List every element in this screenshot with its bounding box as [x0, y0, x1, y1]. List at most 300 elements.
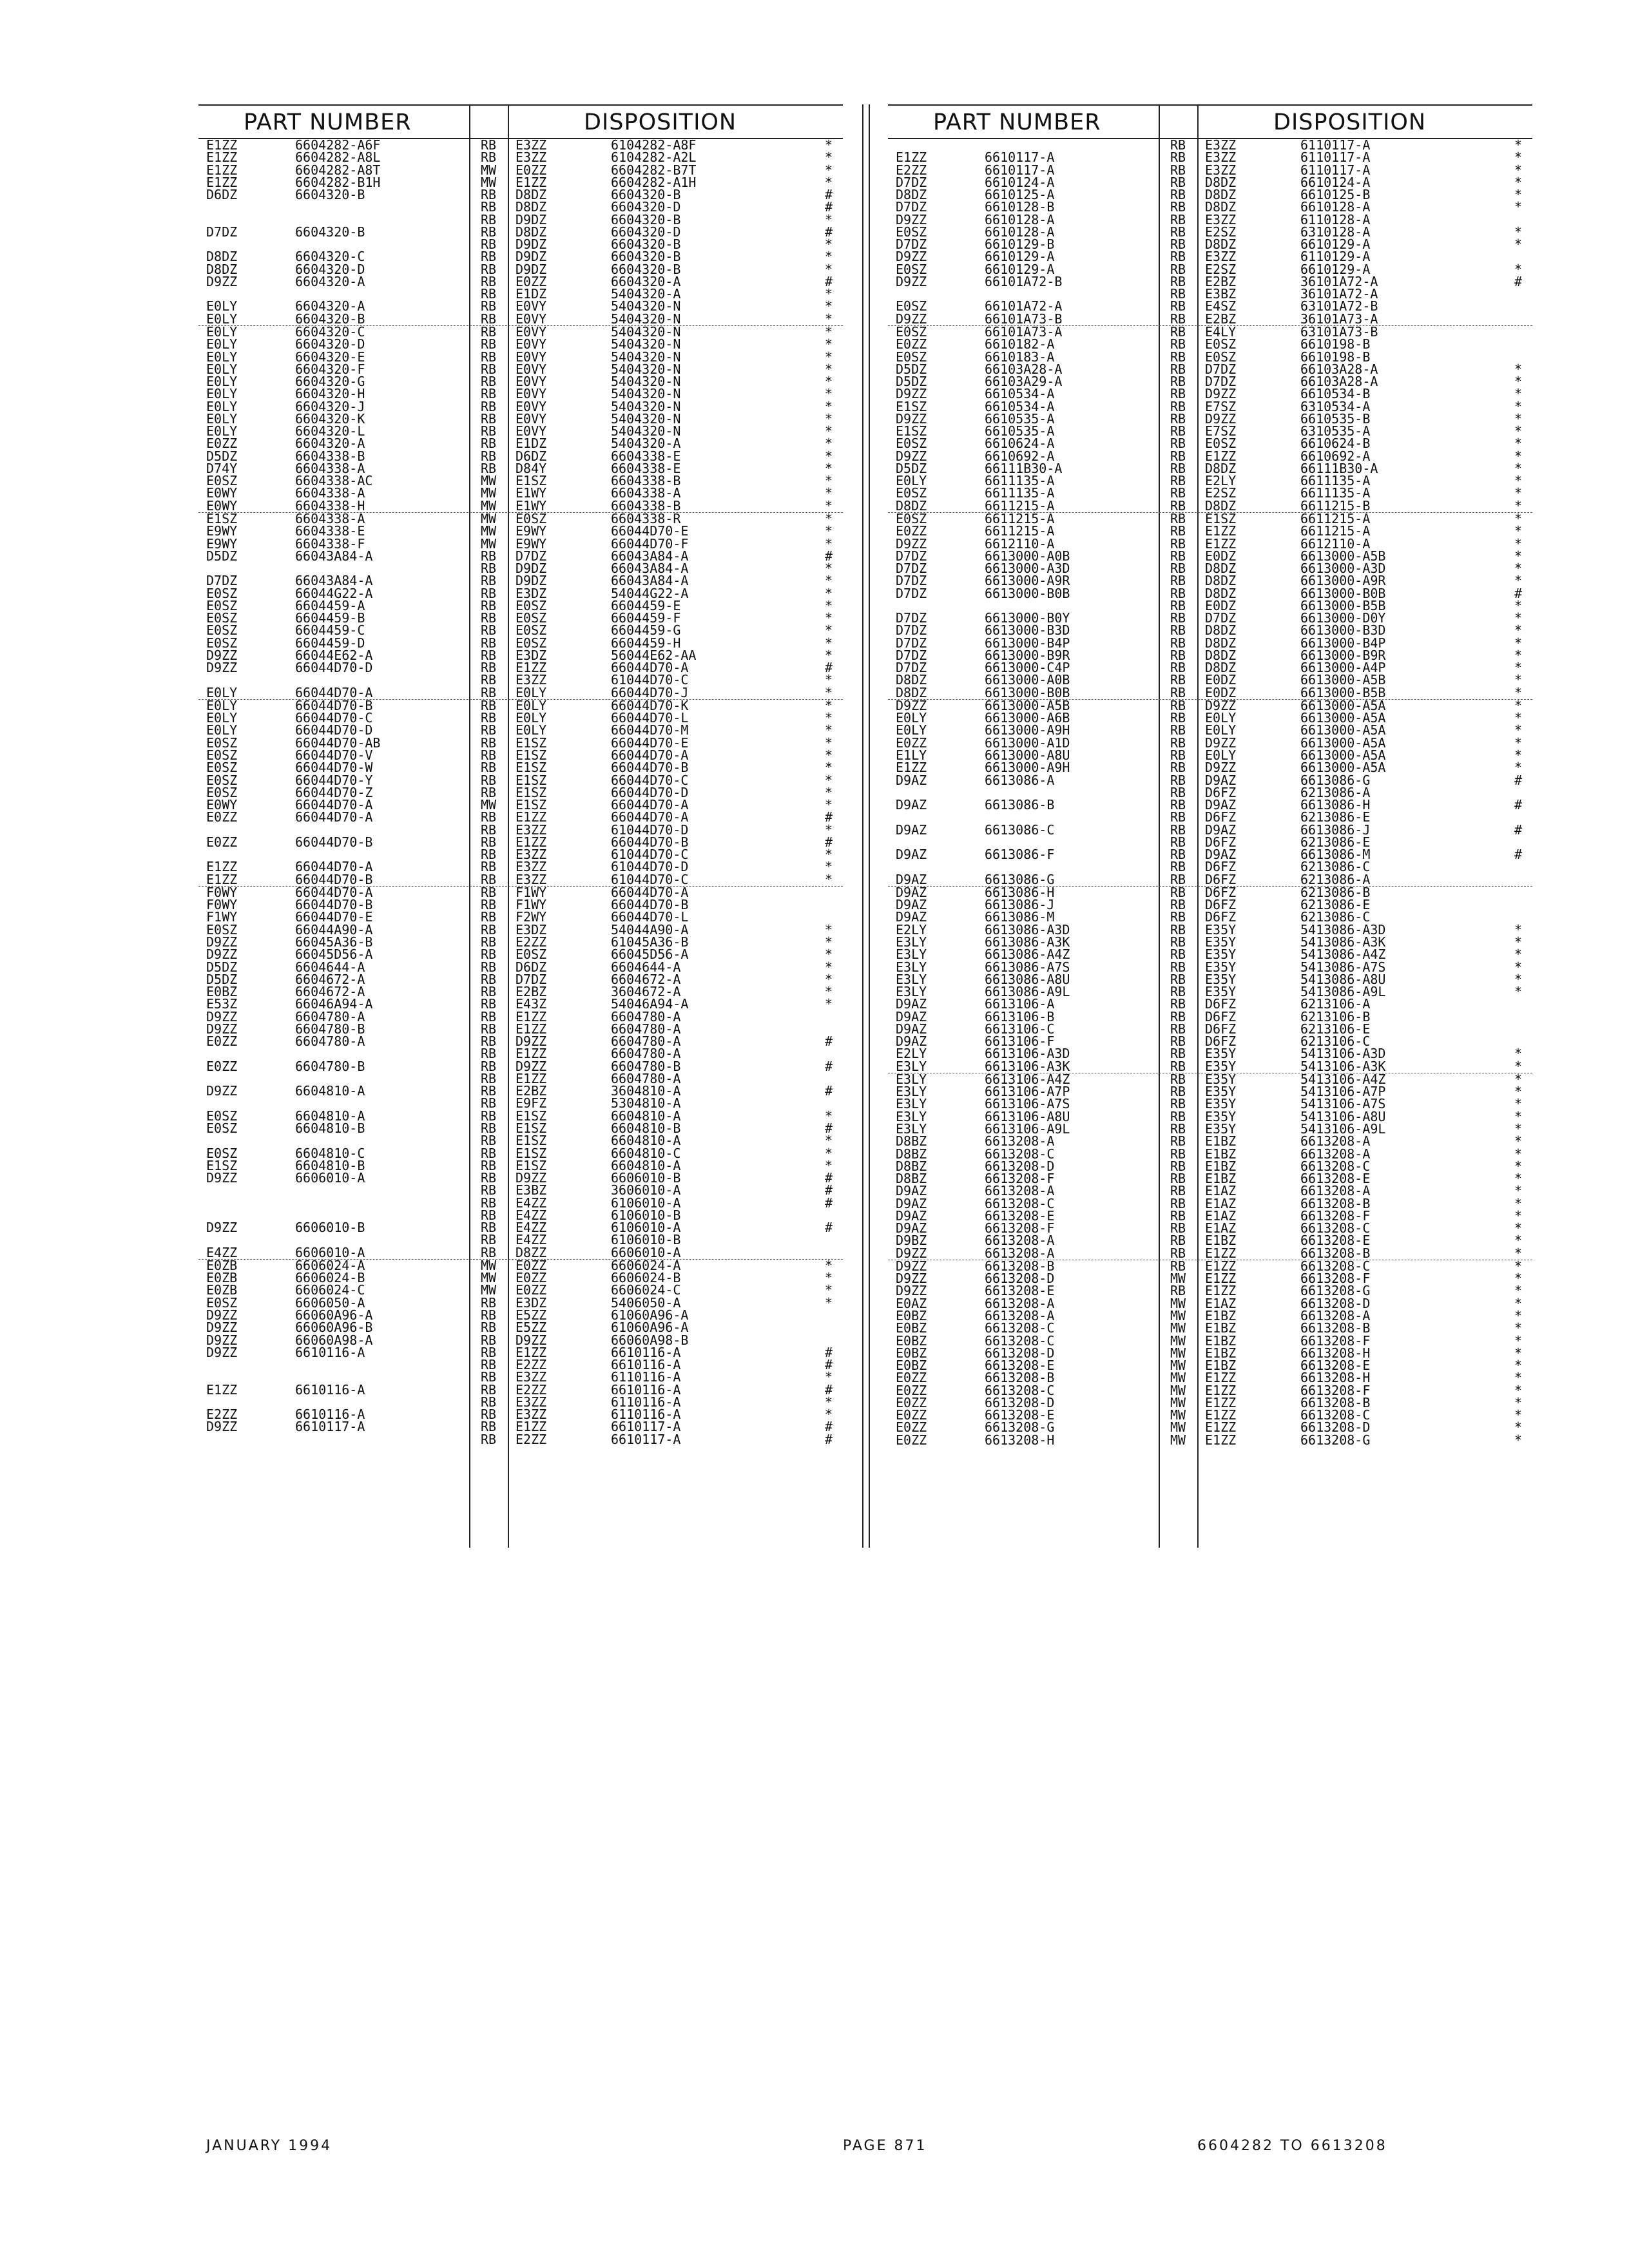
part-number: 6604320-D — [295, 261, 365, 277]
new-part-number: 6611135-A — [1300, 473, 1371, 489]
prefix-code: E0SZ — [206, 735, 238, 751]
disposition-code: RB — [481, 573, 497, 589]
status-mark: * — [825, 996, 833, 1012]
disposition-code: MW — [481, 174, 497, 190]
new-prefix-code: E0VY — [516, 374, 547, 390]
prefix-code: E0LY — [206, 336, 238, 352]
new-part-number: 6613000-B3D — [1300, 622, 1386, 639]
disposition-code: RB — [481, 1157, 497, 1173]
prefix-code: E0ZZ — [896, 1370, 927, 1386]
table-row — [198, 1431, 843, 1447]
status-mark: * — [825, 249, 833, 265]
new-prefix-code: E1BZ — [1205, 1320, 1237, 1336]
prefix-code: E0ZZ — [896, 735, 927, 751]
new-part-number: 6613208-A — [1300, 1146, 1371, 1162]
disposition-code: RB — [481, 1357, 497, 1373]
part-number: 6604320-J — [295, 398, 365, 414]
status-mark: * — [825, 1282, 833, 1298]
part-number: 6613208-G — [985, 1419, 1055, 1436]
prefix-code: D9ZZ — [896, 249, 927, 265]
prefix-code: D7DZ — [896, 647, 927, 663]
new-prefix-code: D8DZ — [1205, 585, 1237, 601]
new-part-number: 36101A73-A — [1300, 311, 1378, 327]
prefix-code: D9ZZ — [206, 1307, 238, 1323]
part-number: 66043A84-A — [295, 573, 373, 589]
status-mark: * — [1514, 1071, 1523, 1087]
disposition-code: RB — [1170, 448, 1186, 464]
new-prefix-code: E3ZZ — [1205, 137, 1237, 153]
new-prefix-code: E9WY — [516, 523, 547, 539]
prefix-code: D8DZ — [896, 497, 927, 514]
status-mark: * — [825, 847, 833, 863]
new-prefix-code: D8DZ — [516, 187, 547, 203]
status-mark: * — [825, 647, 833, 663]
new-prefix-code: E3BZ — [1205, 286, 1237, 302]
part-number: 6604282-A6F — [295, 137, 381, 153]
new-prefix-code: E1SZ — [516, 1108, 547, 1124]
part-number: 6613208-A — [985, 1307, 1055, 1323]
new-prefix-code: D9ZZ — [516, 1058, 547, 1074]
new-part-number: 6604672-A — [611, 971, 681, 987]
prefix-code: E1SZ — [896, 423, 927, 439]
part-number: 6604282-A8T — [295, 162, 381, 178]
prefix-code: D9BZ — [896, 1233, 927, 1249]
part-number: 6604338-B — [295, 448, 365, 464]
part-number: 66044D70-A — [295, 884, 373, 900]
new-part-number: 6106010-A — [611, 1220, 681, 1236]
disposition-code: RB — [481, 1294, 497, 1311]
disposition-code: RB — [1170, 573, 1186, 589]
new-part-number: 5404320-N — [611, 349, 681, 365]
disposition-code: MW — [1170, 1345, 1186, 1361]
disposition-code: RB — [481, 622, 497, 639]
new-prefix-code: E3ZZ — [516, 149, 547, 166]
new-part-number: 6604320-A — [611, 273, 681, 289]
disposition-code: RB — [481, 1145, 497, 1161]
disposition-code: RB — [1170, 561, 1186, 577]
disposition-code: RB — [481, 1108, 497, 1124]
prefix-code: F0WY — [206, 897, 238, 913]
disposition-code: RB — [1170, 349, 1186, 365]
new-part-number: 6110117-A — [1300, 162, 1371, 178]
prefix-code: E2LY — [896, 921, 927, 937]
status-mark: * — [825, 236, 833, 253]
new-part-number: 6611215-A — [1300, 523, 1371, 539]
status-mark: * — [1514, 1245, 1523, 1261]
disposition-code: RB — [1170, 1146, 1186, 1162]
new-prefix-code: E3BZ — [516, 1182, 547, 1198]
new-part-number: 6604320-B — [611, 211, 681, 227]
disposition-code: RB — [1170, 410, 1186, 427]
status-mark: * — [1514, 1307, 1523, 1323]
header-disposition: DISPOSITION — [584, 110, 737, 135]
part-number: 6610534-A — [985, 398, 1055, 414]
part-number: 6604320-A — [295, 298, 365, 314]
prefix-code: E1LY — [896, 747, 927, 764]
disposition-code: RB — [1170, 1220, 1186, 1236]
disposition-code: RB — [1170, 884, 1186, 900]
status-mark: * — [1514, 672, 1523, 688]
disposition-code: RB — [1170, 710, 1186, 726]
new-part-number: 6613000-B9R — [1300, 647, 1386, 663]
part-number: 66044D70-A — [295, 859, 373, 875]
new-prefix-code: E1ZZ — [1205, 1258, 1237, 1274]
disposition-code: RB — [481, 236, 497, 253]
prefix-code: D7DZ — [896, 585, 927, 601]
disposition-code: RB — [1170, 1058, 1186, 1074]
part-number: 6613086-H — [985, 884, 1055, 900]
part-number: 6613000-A0B — [985, 548, 1070, 564]
part-number: 6606010-A — [295, 1244, 365, 1260]
part-number: 66060A98-A — [295, 1332, 373, 1348]
status-mark: * — [1514, 448, 1523, 464]
new-prefix-code: E2ZZ — [516, 934, 547, 950]
new-part-number: 6613208-H — [1300, 1345, 1371, 1361]
disposition-code: RB — [481, 710, 497, 726]
disposition-code: RB — [481, 921, 497, 937]
new-prefix-code: E0DZ — [1205, 684, 1237, 700]
new-part-number: 63101A73-B — [1300, 323, 1378, 340]
new-prefix-code: E1AZ — [1205, 1195, 1237, 1211]
new-prefix-code: D8DZ — [1205, 647, 1237, 663]
prefix-code: D9AZ — [896, 797, 927, 813]
disposition-code: MW — [1170, 1271, 1186, 1287]
disposition-code: RB — [481, 660, 497, 676]
prefix-code: E3LY — [896, 1084, 927, 1100]
new-prefix-code: E2SZ — [1205, 485, 1237, 501]
disposition-code: RB — [1170, 1207, 1186, 1224]
prefix-code: E0ZZ — [206, 834, 238, 850]
disposition-code: RB — [481, 298, 497, 314]
new-part-number: 6613208-A — [1300, 1133, 1371, 1149]
new-prefix-code: E1WY — [516, 497, 547, 514]
disposition-code: RB — [481, 548, 497, 564]
part-number: 6604320-G — [295, 374, 365, 390]
new-prefix-code: E3DZ — [516, 1294, 547, 1311]
disposition-code: RB — [1170, 610, 1186, 626]
status-mark: # — [825, 224, 833, 240]
new-prefix-code: E1ZZ — [1205, 1283, 1237, 1299]
part-number: 6604644-A — [295, 959, 365, 975]
status-mark: * — [825, 174, 833, 190]
new-part-number: 3604810-A — [611, 1083, 681, 1099]
new-prefix-code: D9ZZ — [1205, 386, 1237, 402]
prefix-code: D8BZ — [896, 1158, 927, 1174]
status-mark: * — [1514, 1046, 1523, 1062]
disposition-code: RB — [481, 1232, 497, 1248]
new-prefix-code: E0SZ — [1205, 336, 1237, 352]
new-prefix-code: D8DZ — [1205, 573, 1237, 589]
new-prefix-code: E1SZ — [516, 1133, 547, 1149]
prefix-code: E0LY — [896, 722, 927, 738]
disposition-code: RB — [481, 647, 497, 663]
new-prefix-code: E1ZZ — [516, 1008, 547, 1024]
part-number: 66044G22-A — [295, 585, 373, 601]
new-part-number: 6613208-D — [1300, 1295, 1371, 1311]
new-prefix-code: D9DZ — [516, 261, 547, 277]
new-part-number: 6604780-A — [611, 1021, 681, 1037]
disposition-code: RB — [1170, 784, 1186, 800]
prefix-code: D9ZZ — [206, 1008, 238, 1024]
new-part-number: 54044A90-A — [611, 921, 689, 937]
disposition-code: RB — [481, 1120, 497, 1136]
prefix-code: D9AZ — [896, 1033, 927, 1050]
header-disposition: DISPOSITION — [1273, 110, 1427, 135]
prefix-code: D9AZ — [896, 1195, 927, 1211]
prefix-code: D7DZ — [896, 199, 927, 215]
prefix-code: D5DZ — [896, 374, 927, 390]
part-number: 6613208-E — [985, 1207, 1055, 1224]
prefix-code: E1SZ — [206, 1157, 238, 1173]
part-number: 6613000-A9H — [985, 722, 1070, 738]
part-number: 66044D70-C — [295, 710, 373, 726]
new-part-number: 5413086-A3K — [1300, 934, 1386, 950]
disposition-code: MW — [481, 510, 497, 526]
disposition-code: RB — [1170, 386, 1186, 402]
new-prefix-code: E0ZZ — [516, 1257, 547, 1273]
disposition-code: RB — [481, 784, 497, 800]
status-mark: * — [1514, 1084, 1523, 1100]
new-part-number: 6613208-D — [1300, 1419, 1371, 1436]
part-number: 6613086-A9L — [985, 984, 1070, 1000]
part-number: 6604320-D — [295, 336, 365, 352]
disposition-code: RB — [481, 361, 497, 377]
new-part-number: 6110116-A — [611, 1369, 681, 1385]
new-part-number: 6610124-A — [1300, 174, 1371, 190]
status-mark: * — [1514, 1358, 1523, 1374]
new-part-number: 6310534-A — [1300, 398, 1371, 414]
status-mark: * — [1514, 722, 1523, 738]
prefix-code: D9ZZ — [206, 1419, 238, 1435]
prefix-code: E0LY — [206, 361, 238, 377]
part-number: 6613106-B — [985, 1008, 1055, 1024]
prefix-code: E0LY — [206, 710, 238, 726]
part-number: 6613000-B0B — [985, 684, 1070, 700]
new-part-number: 66111B30-A — [1300, 460, 1378, 476]
part-number: 6613000-A1D — [985, 735, 1070, 751]
new-part-number: 5413106-A3K — [1300, 1058, 1386, 1074]
part-number: 6606050-A — [295, 1294, 365, 1311]
part-number: 6610129-A — [985, 261, 1055, 277]
status-mark: * — [825, 784, 833, 800]
disposition-code: RB — [1170, 174, 1186, 190]
new-prefix-code: E0LY — [1205, 747, 1237, 764]
new-part-number: 6606024-A — [611, 1257, 681, 1273]
new-prefix-code: E0VY — [516, 423, 547, 439]
status-mark: * — [825, 971, 833, 987]
prefix-code: E0BZ — [206, 984, 238, 1000]
disposition-code: RB — [1170, 497, 1186, 514]
disposition-code: RB — [1170, 286, 1186, 302]
status-mark: * — [1514, 610, 1523, 626]
new-part-number: 6604320-B — [611, 261, 681, 277]
new-part-number: 6604338-R — [611, 510, 681, 526]
new-prefix-code: E0ZZ — [516, 1282, 547, 1298]
column-divider — [869, 104, 870, 1548]
part-number: 6604780-A — [295, 1033, 365, 1050]
disposition-code: RB — [481, 1307, 497, 1323]
prefix-code: E0SZ — [206, 921, 238, 937]
new-part-number: 36101A72-A — [1300, 273, 1378, 289]
disposition-code: MW — [1170, 1320, 1186, 1336]
part-number: 6604338-H — [295, 497, 365, 514]
new-prefix-code: E0SZ — [1205, 349, 1237, 365]
new-part-number: 6604459-G — [611, 622, 681, 639]
disposition-code: RB — [1170, 361, 1186, 377]
part-number: 6613000-A3D — [985, 561, 1070, 577]
part-number: 6613000-A5B — [985, 697, 1070, 713]
new-part-number: 5404320-A — [611, 286, 681, 302]
status-mark: * — [1514, 548, 1523, 564]
new-prefix-code: E3ZZ — [516, 1407, 547, 1423]
part-number: 6613086-A3D — [985, 921, 1070, 937]
status-mark: * — [1514, 1183, 1523, 1199]
part-number: 6613000-B3D — [985, 622, 1070, 639]
prefix-code: D9ZZ — [206, 1332, 238, 1348]
disposition-code: RB — [1170, 162, 1186, 178]
disposition-code: MW — [1170, 1394, 1186, 1410]
new-prefix-code: E0VY — [516, 336, 547, 352]
new-part-number: 6613208-F — [1300, 1271, 1371, 1287]
prefix-code: E9WY — [206, 523, 238, 539]
status-mark: * — [825, 410, 833, 427]
disposition-code: MW — [1170, 1295, 1186, 1311]
prefix-code: D7DZ — [896, 635, 927, 651]
new-prefix-code: E1SZ — [516, 797, 547, 813]
prefix-code: D7DZ — [206, 573, 238, 589]
disposition-code: RB — [1170, 1021, 1186, 1037]
prefix-code: E0SZ — [206, 1120, 238, 1136]
disposition-code: MW — [481, 1270, 497, 1286]
prefix-code: D8BZ — [896, 1146, 927, 1162]
new-prefix-code: E35Y — [1205, 971, 1237, 987]
part-number: 6613208-D — [985, 1271, 1055, 1287]
status-mark: * — [1514, 1407, 1523, 1423]
prefix-code: D9ZZ — [206, 1220, 238, 1236]
status-mark: * — [825, 286, 833, 302]
rows-right — [888, 139, 1532, 1446]
status-mark: * — [825, 473, 833, 489]
new-prefix-code: E2SZ — [1205, 224, 1237, 240]
prefix-code: D9ZZ — [896, 211, 927, 227]
part-number: 66045A36-B — [295, 934, 373, 950]
new-part-number: 66044D70-A — [611, 747, 689, 764]
disposition-code: RB — [481, 760, 497, 776]
new-prefix-code: D9ZZ — [516, 1332, 547, 1348]
part-number: 66044D70-D — [295, 722, 373, 738]
status-mark: * — [1514, 760, 1523, 776]
new-part-number: 6604780-B — [611, 1058, 681, 1074]
disposition-code: RB — [1170, 660, 1186, 676]
new-part-number: 6613086-M — [1300, 847, 1371, 863]
disposition-code: RB — [1170, 236, 1186, 253]
new-prefix-code: E1WY — [516, 485, 547, 501]
prefix-code: E2ZZ — [896, 162, 927, 178]
part-number: 6613106-A3D — [985, 1046, 1070, 1062]
status-mark: * — [1514, 921, 1523, 937]
status-mark: * — [1514, 1345, 1523, 1361]
new-prefix-code: D9AZ — [1205, 822, 1237, 838]
new-prefix-code: D6FZ — [1205, 1008, 1237, 1024]
status-mark: * — [1514, 1146, 1523, 1162]
new-prefix-code: D6FZ — [1205, 834, 1237, 850]
part-number: 6613086-M — [985, 909, 1055, 925]
disposition-code: RB — [1170, 298, 1186, 314]
new-part-number: 6613208-A — [1300, 1307, 1371, 1323]
part-number: 6604672-A — [295, 984, 365, 1000]
status-mark: * — [1514, 460, 1523, 476]
status-mark: * — [1514, 971, 1523, 987]
part-number: 6613208-A — [985, 1183, 1055, 1199]
prefix-code: E0ZZ — [896, 336, 927, 352]
part-number: 6610535-A — [985, 423, 1055, 439]
disposition-code: RB — [481, 386, 497, 402]
status-mark: * — [825, 859, 833, 875]
disposition-code: RB — [1170, 137, 1186, 153]
prefix-code: E1ZZ — [206, 137, 238, 153]
prefix-code: D7DZ — [206, 224, 238, 240]
part-number: 6613106-A4Z — [985, 1071, 1070, 1087]
new-part-number: 61044D70-C — [611, 847, 689, 863]
new-prefix-code: D9DZ — [516, 573, 547, 589]
status-mark: * — [825, 349, 833, 365]
new-prefix-code: D9AZ — [1205, 847, 1237, 863]
prefix-code: D9ZZ — [896, 273, 927, 289]
disposition-code: RB — [481, 1344, 497, 1360]
disposition-code: RB — [1170, 772, 1186, 788]
disposition-code: RB — [481, 735, 497, 751]
disposition-code: RB — [481, 1033, 497, 1050]
status-mark: * — [825, 211, 833, 227]
disposition-code: RB — [1170, 548, 1186, 564]
prefix-code: E0ZZ — [896, 1407, 927, 1423]
new-part-number: 6613208-G — [1300, 1283, 1371, 1299]
part-number: 6604780-A — [295, 1008, 365, 1024]
new-prefix-code: E0VY — [516, 349, 547, 365]
disposition-code: RB — [1170, 760, 1186, 776]
prefix-code: D7DZ — [896, 622, 927, 639]
status-mark: * — [825, 137, 833, 153]
new-part-number: 6213086-E — [1300, 897, 1371, 913]
new-part-number: 6613000-A5B — [1300, 548, 1386, 564]
prefix-code: D9AZ — [896, 871, 927, 887]
new-prefix-code: D8DZ — [1205, 622, 1237, 639]
prefix-code: D5DZ — [896, 460, 927, 476]
part-number: 6610116-A — [295, 1381, 365, 1398]
new-prefix-code: D9ZZ — [516, 1170, 547, 1186]
part-number: 6604320-C — [295, 323, 365, 340]
part-number: 6613208-C — [985, 1332, 1055, 1349]
new-part-number: 66045D56-A — [611, 947, 689, 963]
disposition-code: RB — [481, 822, 497, 838]
new-part-number: 6213086-C — [1300, 859, 1371, 875]
new-prefix-code: E0SZ — [516, 622, 547, 639]
part-number: 6606024-B — [295, 1270, 365, 1286]
new-prefix-code: D8DZ — [1205, 460, 1237, 476]
new-prefix-code: E2BZ — [1205, 311, 1237, 327]
disposition-code: MW — [1170, 1382, 1186, 1398]
new-prefix-code: E3ZZ — [516, 1394, 547, 1410]
new-part-number: 6606024-B — [611, 1270, 681, 1286]
prefix-code: E0LY — [206, 684, 238, 700]
status-mark: * — [1514, 162, 1523, 178]
prefix-code: D9AZ — [896, 772, 927, 788]
new-prefix-code: E1SZ — [516, 473, 547, 489]
status-mark: * — [1514, 1058, 1523, 1074]
prefix-code: E0SZ — [206, 610, 238, 626]
header-part-number: PART NUMBER — [933, 110, 1101, 135]
disposition-code: RB — [1170, 684, 1186, 700]
